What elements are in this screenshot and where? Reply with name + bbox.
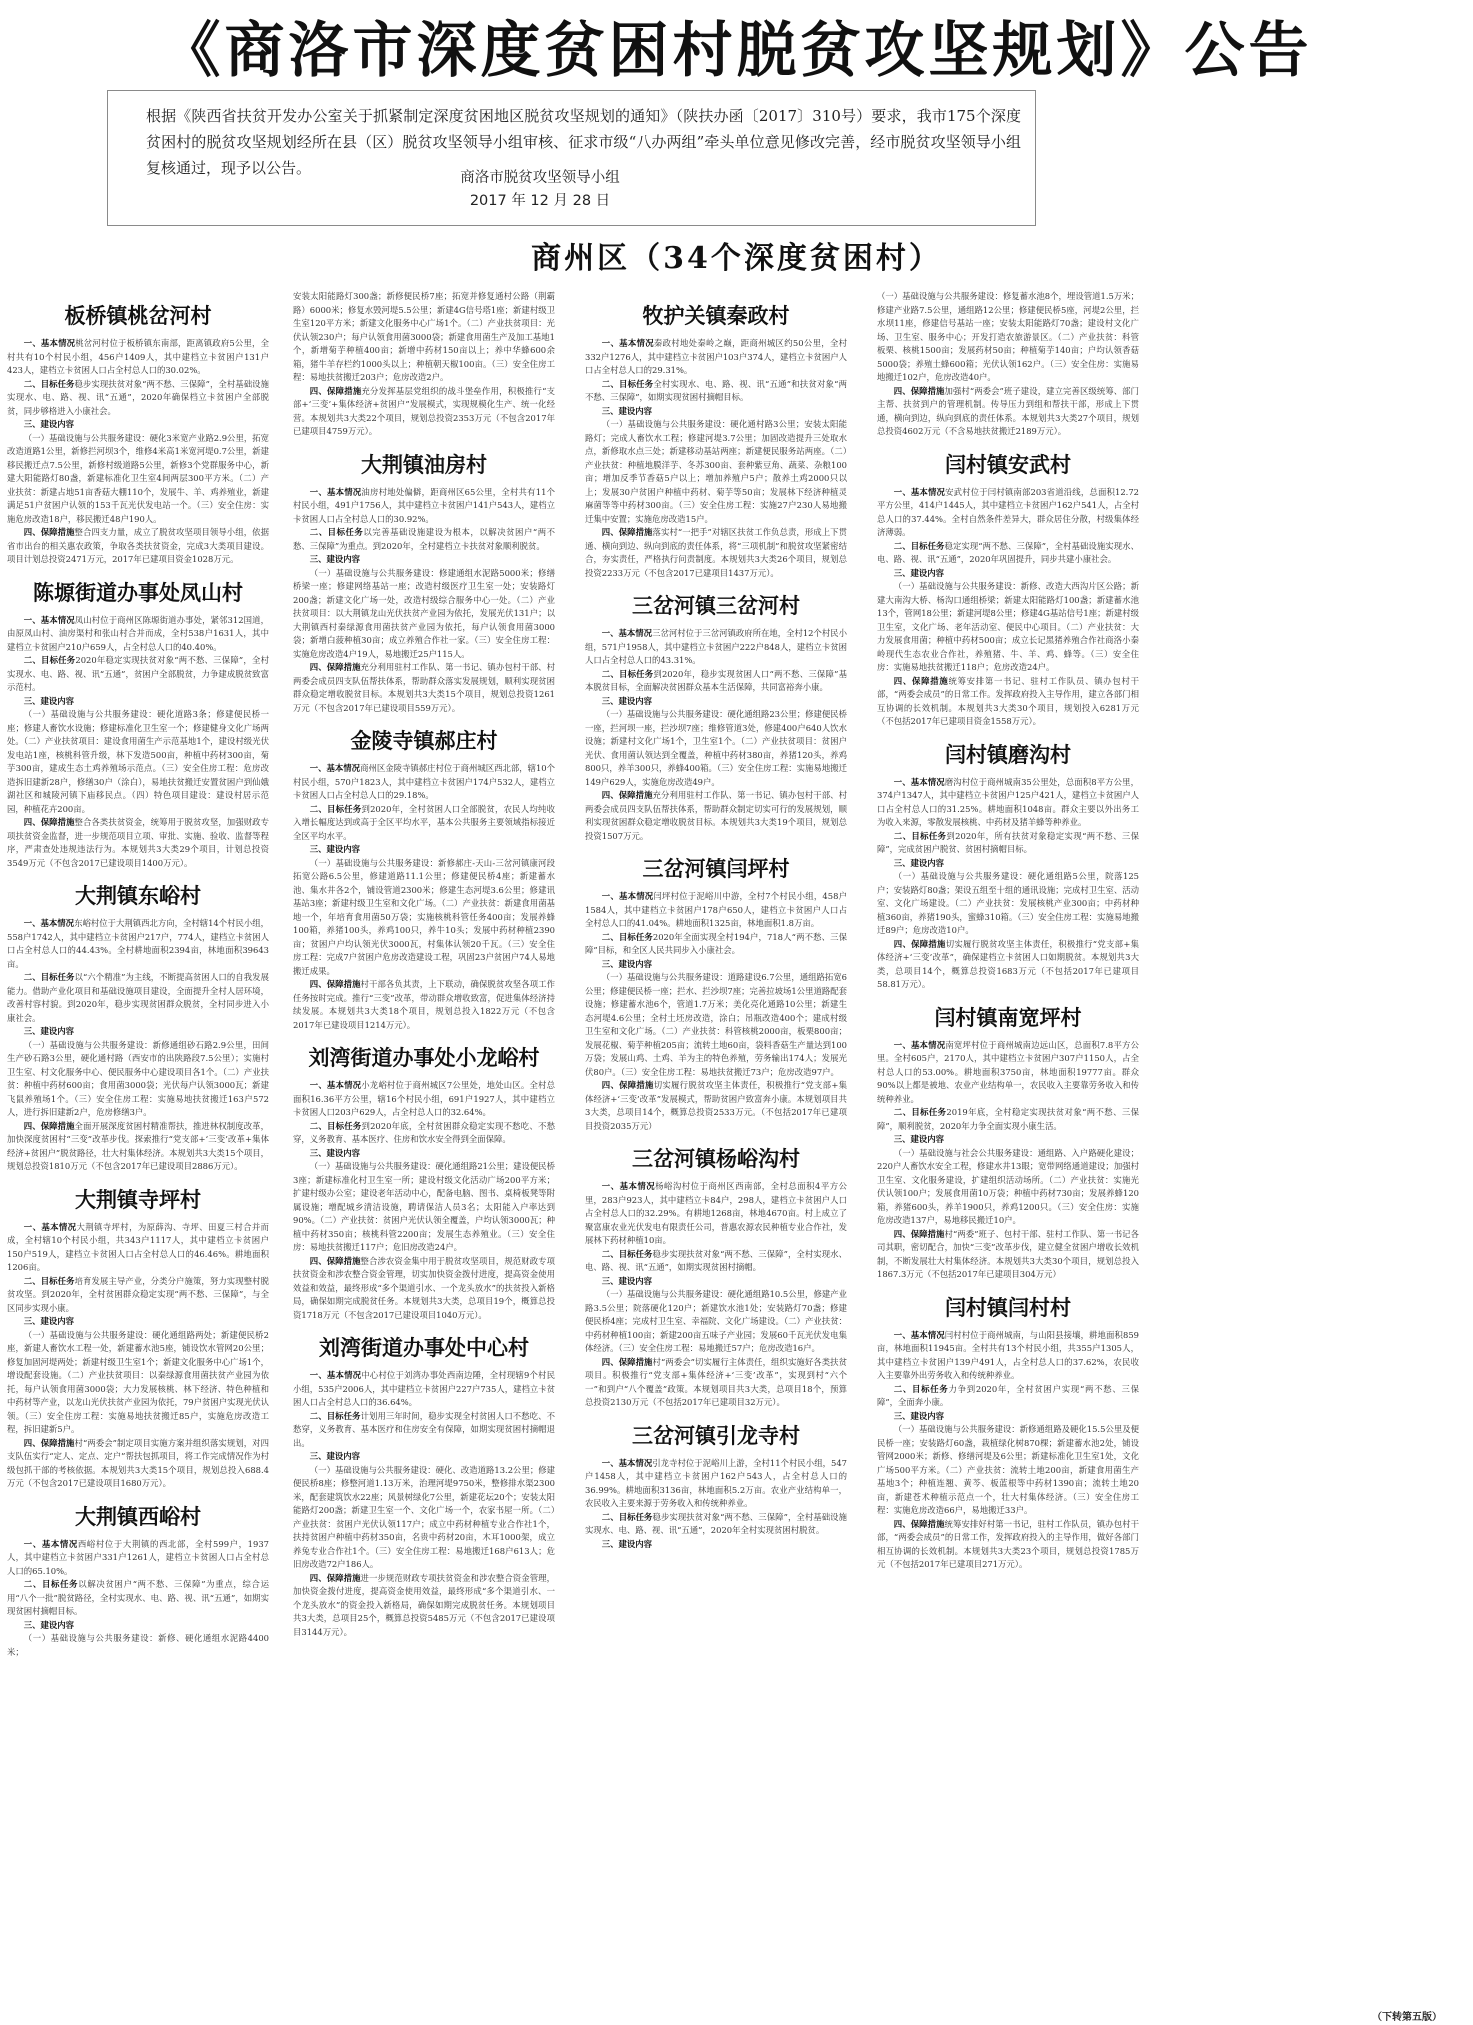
section-paragraph (585, 1079, 847, 1133)
section-paragraph (7, 917, 269, 971)
section-paragraph (7, 614, 269, 655)
village-title: 闫村镇闫村村 (945, 1295, 1071, 1320)
village-article (585, 591, 847, 843)
section-paragraph (7, 654, 269, 695)
paragraph-label: 二、目标任务 (309, 1410, 361, 1421)
content-text: （一）基础设施与公共服务建设：硬化道路3条；修建便民桥一座；修建人畜饮水设施；修建标准化卫生室一个；修建健身文化广场两处。（二）产业扶贫项目：建设食用菌生产示范基地1个，建设村级光伏发电站1座，核桃科管升级，林下发造500亩，种植中药材300亩，菊芋300亩，建成生态土鸡养殖场示范点。（三）安全住房工程：危房改造拆旧建新28户，修缮30户（涂白），易地扶贫搬迁安置贫困户到仙娥湖社区和城陵河镇下庙移民点。（四）特色项目建设：建设村居示范园，种植花卉200亩。 (7, 709, 269, 814)
paragraph-label: 一、基本情况 (601, 338, 654, 348)
village-title: 闫村镇南宽坪村 (934, 1005, 1082, 1030)
content-heading: 三、建设内容 (23, 1316, 75, 1326)
paragraph-label: 二、目标任务 (23, 1275, 75, 1286)
paragraph-text: 整合涉农资金集中用于脱贫攻坚项目，规范财政专项扶贫资金和涉农整合资金管理，切实加快资金拨付进度，提高资金使用效益和效益，最终形成“多个渠道引水、一个龙头放水”的扶贫投入新格局，确保如期完成脱贫任务。本规划共3大类，总项目19个，概算总投资1718万元（不包含2017已建设项目1040万元）。 (293, 1255, 555, 1320)
paragraph-label: 四、保障措施 (309, 662, 361, 672)
content-heading: 三、建设内容 (309, 1451, 361, 1461)
village-title: 大荆镇东峪村 (75, 884, 201, 908)
paragraph-label: 四、保障措施 (309, 979, 361, 989)
paragraph-text: 稳步实现扶贫对象“两不愁、三保障”，全村实现水、电、路、视、讯“五通”，如期实现贫困村摘帽。 (585, 1248, 847, 1272)
content-heading: 三、建设内容 (23, 1619, 75, 1630)
section-paragraph (877, 1329, 1139, 1383)
paragraph-label: 四、保障措施 (893, 675, 949, 686)
village-title: 三岔河镇杨峪沟村 (632, 1147, 800, 1171)
section-paragraph (585, 337, 847, 378)
paragraph-label: 二、目标任务 (601, 378, 654, 389)
village-title: 板桥镇桃岔河村 (64, 304, 212, 328)
section-paragraph (877, 938, 1139, 992)
section-paragraph (293, 1369, 555, 1410)
paragraph-text: 计划用三年时间，稳步实现全村贫困人口不愁吃、不愁穿，义务教育、基本医疗和住房安全有保障，如期实现贫困村摘帽退出。 (293, 1410, 555, 1448)
paragraph-text: 2019年底，全村稳定实现扶贫对象“两不愁、三保障”，顺利脱贫，2020年力争全面实现小康生活。 (877, 1107, 1139, 1131)
paragraph-text: 整合四支力量，成立了脱贫攻坚项目领导小组，依据省市出台的相关惠农政策，争取各类扶贫资金，完成3大类项目建设。项目计划总投资2471万元，2017年已建项目资金1028万元。 (7, 527, 269, 564)
paragraph-text: 南宽坪村位于商州城南边远山区，总面积7.8平方公里。全村605户，2170人，其中建档立卡贫困户307户1150人，占全村总人口的53.00%。耕地面积3750亩，林地面积19777亩。群众90%以上都是被地、农业产业结构单一，农民收入主要靠劳务收入和传统种养业。 (877, 1039, 1139, 1104)
paragraph-text: 村干部各负其责，上下联动，确保脱贫攻坚各项工作任务按时完成。推行“三变”改革，带动群众增收致富，促进集体经济持续发展。本规划共3大类18个项目，规划总投入1822万元（不包含2017年已建设项目1214万元）。 (293, 979, 555, 1030)
section-paragraph (585, 789, 847, 843)
paragraph-label: 二、目标任务 (601, 668, 654, 679)
paragraph-text: 小龙峪村位于商州城区7公里处，地处山区。全村总面积16.36平方公里，辖16个村民小组，691户1927人，其中建档立卡贫困人口203户629人，占全村总人口的32.64%。 (293, 1080, 555, 1117)
paragraph-label: 二、目标任务 (893, 1107, 947, 1117)
section-paragraph (7, 816, 269, 870)
continued-text: 安装太阳能路灯300盏；新修便民桥7座；拓宽并修复通村公路（荆霸路）6000米；修复水毁河堤5.5公里；新建4G信号塔1座；新建村级卫生室120平方米；新建文化服务中心广场1个。（二）产业扶贫项目：光伏认领230户；每户认领食用菌3000袋；新建食用菌生产及加工基地1个，新增菊芋种植400亩；新增中药材150亩以上；养中华蜂600余箱，猪牛羊存栏约1000头以上；种植朝天椒100亩。（三）安全住房工程：易地扶贫搬迁203户；危房改造2户。 (293, 291, 555, 382)
paragraph-label: 四、保障措施 (893, 1518, 945, 1529)
content-text: （一）基础设施与公共服务建设：硬化通组路两处；新建便民桥2座，新建人畜饮水工程一处，新建蓄水池5座，铺设饮水管网20公里；修复加固河堤两处；新建村级卫生室1个；新建文化服务中心广场1个，增设配套设施。（二）产业扶贫项目：以秦绿源食用菌扶贫产业园为依托，每户认领食用菌3000袋；大力发展核桃、林下经济、特色种植和中药材等产业，以龙山光伏扶贫产业园为依托，79户贫困户实现光伏认领。（三）安全住房工程：实施易地扶贫搬迁85户，实施危房改造工程，拆旧建新5户。 (7, 1329, 269, 1434)
paragraph-label: 二、目标任务 (893, 830, 947, 841)
section-paragraph (877, 675, 1139, 729)
paragraph-text: 闫村村位于商州城南，与山阳县接壤，耕地面积859亩，林地面积11945亩。全村共有13个村民小组，共355户1305人，其中建档立卡贫困户139户491人，占全村总人口的37.62%，农民收入主要靠外出劳务收入和传统种养业。 (877, 1329, 1139, 1380)
paragraph-label: 二、目标任务 (893, 540, 945, 551)
paragraph-text: 充分利用驻村工作队、第一书记、镇办包村干部、村两委会成员四支队伍帮扶体系，帮助群众落实发展规划，顺利实现贫困群众稳定增收脱贫目标。本规划共3大类15个项目，规划总投资1261万元（不包含2017年已建设项目559万元）。 (293, 662, 555, 713)
paragraph-text: 油房村地处偏僻，距商州区65公里，全村共有11个村民小组，491户1756人，其中建档立卡贫困户141户543人，建档立卡贫困人口占全村总人口的30.92%。 (293, 486, 555, 524)
notice-text: 根据《陕西省扶贫开发办公室关于抓紧制定深度贫困地区脱贫攻坚规划的通知》（陕扶办函〔2017〕310号）要求，我市175个深度贫困村的脱贫攻坚规划经所在县（区）脱贫攻坚领导小组审核、征求市级“八办两组”牵头单位意见修改完善，经市脱贫攻坚领导小组复核通过，现予以公告。 (146, 107, 1021, 177)
paragraph-text: 力争到2020年，全村贫困户实现“两不愁、三保障”，全面奔小康。 (877, 1383, 1139, 1407)
paragraph-label: 二、目标任务 (309, 527, 364, 537)
village-title: 三岔河镇三岔河村 (632, 594, 800, 618)
paragraph-label: 一、基本情况 (601, 1181, 656, 1191)
village-title: 大荆镇西峪村 (75, 1504, 201, 1529)
village-article (585, 1421, 847, 1552)
paragraph-text: 充分发挥基层党组织的战斗堡垒作用，积极推行“支部+‘三变’+集体经济+贫困户”发展模式，实现规模化生产、统一化经营。本规划共3大类22个项目，规划总投资2353万元（不包含2017年已建项目4759万元）。 (293, 385, 555, 436)
paragraph-text: 统筹安排第一书记、驻村工作队员、镇办包村干部，“两委会成员”的日常工作。发挥政府投入主导作用，建立各部门相互协调的长效机制。本规划共3大类30个项目，规划投入6281万元（不包括2017年已建项目资金1558万元）。 (877, 675, 1139, 726)
content-text: （一）基础设施与公共服务建设：硬化通组路5公里，院落125户；安装路灯80盏；架设五组至十组的通讯设施；完成村卫生室、活动室、文化广场建设。（二）产业扶贫：发展核桃产业300亩；中药材种植360亩，养猪190头，蜜蜂310箱。（三）安全住房工程：实施易地搬迁89户；危房改造10户。 (877, 871, 1139, 935)
paragraph-label: 二、目标任务 (23, 972, 75, 982)
paragraph-text: 西峪村位于大荆镇的西北部，全村599户，1937人，其中建档立卡贫困户331户1261人，建档立卡贫困人口占全村总人口的65.10%。 (7, 1538, 269, 1576)
paragraph-label: 四、保障措施 (309, 385, 362, 396)
content-heading: 三、建设内容 (893, 1410, 945, 1421)
column-4 (877, 290, 1139, 2025)
paragraph-text: 以完善基础设施建设为根本，以解决贫困户“两不愁、三保障”为重点。到2020年，全村建档立卡扶贫对象顺利脱贫。 (293, 527, 555, 551)
paragraph-text: 村“两委”班子、包村干部、驻村工作队、第一书记各司其职，密切配合，加快“三变”改革步伐，建立健全贫困户增收长效机制，不断发展壮大村集体经济。本规划共3大类30个项目，规划总投入1867.3万元（不包括2017年已建项目304万元） (877, 1228, 1139, 1279)
content-heading: 三、建设内容 (893, 567, 945, 578)
paragraph-label: 一、基本情况 (309, 763, 361, 773)
section-paragraph (7, 1120, 269, 1174)
section-paragraph (293, 1079, 555, 1120)
content-heading: 三、建设内容 (601, 1275, 653, 1286)
village-article (293, 450, 555, 716)
paragraph-text: 引龙寺村位于泥峪川上游，全村11个村民小组，547户1458人，其中建档立卡贫困户162户543人，占全村总人口的36.99%。耕地面积3136亩，林地面积5.2万亩。农业产业结构单一，农民收入主要来源于劳务收入和传统种养业。 (585, 1457, 847, 1508)
section-paragraph (7, 526, 269, 567)
paragraph-text: 安武村位于闫村镇南部203省道沿线，总面积12.72平方公里，414户1445人，其中建档立卡贫困户162户541人，占全村总人口的37.44%。全村自然条件差异大，群众居住分散，村级集体经济薄弱。 (877, 486, 1139, 537)
paragraph-label: 四、保障措施 (23, 817, 75, 827)
paragraph-text: 2020年稳定实现扶贫对象“两不愁、三保障”，全村实现水、电、路、视、讯“五通”，贫困户全部脱贫，力争建成脱贫致富示范村。 (7, 655, 269, 692)
village-title: 闫村镇安武村 (945, 452, 1071, 477)
village-title: 大荆镇油房村 (361, 452, 487, 477)
village-title: 刘湾街道办事处中心村 (319, 1336, 529, 1360)
content-heading: 三、建设内容 (893, 857, 945, 868)
paragraph-label: 一、基本情况 (601, 891, 654, 901)
paragraph-label: 一、基本情况 (23, 1221, 77, 1232)
paragraph-label: 一、基本情况 (893, 1329, 945, 1340)
section-paragraph (7, 1221, 269, 1275)
paragraph-text: 杨峪沟村位于商州区西南部，全村总面积4平方公里，283户923人，其中建档立卡84户，298人，建档立卡贫困户人口占全村总人口的32.29%。有耕地1268亩，林地4670亩。村上成立了聚富康农业光伏发电有限责任公司，普惠农源农民种植专业合作社，发展林下药材种植10亩。 (585, 1181, 847, 1245)
column-5 (1167, 290, 1443, 2025)
content-text: （一）基础设施与公共服务建设：修建通组水泥路5000米；修缮桥梁一座；修建网络基站一座；改造村级医疗卫生室一处；安装路灯200盏；新建文化广场一处，改造村级综合服务中心一处。（二）产业扶贫项目：以大荆镇龙山光伏扶贫产业园为依托，发展光伏131户；以大荆镇西村秦绿源食用菌扶贫产业园为依托，每户认领食用菌3000袋；新增白菠种植30亩；成立养殖合作社一家。（三）安全住房工程：实施危房改造4户19人，易地搬迁25户115人。 (293, 567, 555, 659)
paragraph-label: 一、基本情况 (893, 486, 946, 497)
content-heading: 三、建设内容 (23, 1026, 75, 1036)
section-paragraph (877, 1518, 1139, 1572)
village-article (7, 1502, 269, 1660)
paragraph-text: 2020年全面实现全村194户，718人“两不愁、三保障”目标，和全区人民共同步入小康社会。 (585, 931, 847, 955)
paragraph-text: 村“两委会”切实履行主体责任，组织实施好各类扶贫项目。积极推行“党支部+集体经济+‘三变’改革”，实现到村“六个一”和到户“八个覆盖”政策。本规划项目共3大类，总项目18个，预算总投资2130万元（不包括2017年已建项目32万元）。 (585, 1356, 847, 1407)
paragraph-label: 四、保障措施 (23, 527, 75, 537)
content-text: （一）基础设施与公共服务建设：硬化、改造道路13.2公里；修建便民桥8座；修整河道1.13万米，治理河堤9750米，整修排水渠2300米，配套建筑饮水22座；风景树绿化7公里，新建花坛20个；安装太阳能路灯200盏；新建卫生室一个、文化广场一个，农家书屋一所。（二）产业扶贫：贫困户光伏认领117户；成立中药材种植专业合作社1个，扶持贫困户种植中药材350亩，名贵中药材20亩，木耳1000架，成立养兔专业合作社1个。（三）安全住房工程：易地搬迁168户613人；危旧房改造72户186人。 (293, 1464, 555, 1569)
content-text: （一）基础设施与公共服务建设：新修、改造大西沟片区公路；新建大南沟大桥、杨沟口通组桥梁；新建太阳能路灯100盏；新建蓄水池13个，管网18公里；新建河堤8公里；修建4G基站信号1座；新建村级卫生室，文化广场、老年活动室、便民中心项目。（二）产业扶贫：大力发展食用菌；种植中药材500亩；成立长记黑猪养殖合作社商洛小秦岭现代生态农业合作社，养殖猪、牛、羊、鸡、蜂等。（三）安全住房：实施易地扶贫搬迁118户；危房改造24户。 (877, 581, 1139, 672)
paragraph-text: 闫坪村位于泥峪川中游，全村7个村民小组，458户1584人，其中建档立卡贫困户178户650人，建档立卡贫困户人口占全村总人口的41.04%。耕地面积1325亩，林地面积1.8万亩。 (585, 891, 847, 928)
section-paragraph (293, 978, 555, 1032)
village-title: 大荆镇寺坪村 (75, 1187, 201, 1212)
column-2 (293, 290, 555, 2025)
section-paragraph (7, 971, 269, 1025)
paragraph-label: 二、目标任务 (601, 1248, 653, 1259)
paragraph-text: 三岔河村位于三岔河镇政府所在地，全村12个村民小组，571户1958人，其中建档立卡贫困户222户848人，建档立卡贫困人口占全村总人口的43.31%。 (585, 628, 847, 665)
paragraph-label: 二、目标任务 (23, 655, 76, 665)
paragraph-label: 四、保障措施 (23, 1437, 75, 1448)
content-heading: 三、建设内容 (23, 695, 75, 706)
section-paragraph (293, 486, 555, 527)
village-article (877, 450, 1139, 729)
content-heading: 三、建设内容 (601, 405, 653, 416)
section-paragraph (877, 1383, 1139, 1410)
section-paragraph (877, 776, 1139, 830)
section-paragraph (877, 486, 1139, 540)
section-paragraph (7, 1538, 269, 1579)
section-paragraph (585, 1457, 847, 1511)
paragraph-label: 二、目标任务 (309, 1120, 362, 1131)
village-article (877, 1003, 1139, 1282)
continued-text: （一）基础设施与公共服务建设：修复蓄水池8个，埋设管道1.5万米；修建产业路7.5公里，通组路12公里；修建便民桥5座，河堤2公里，拦水坝11座，修建信号基站一座；安装太阳能路灯70盏；建设村文化广场、卫生室、服务中心；开发打造农旅游景区。（二）产业扶贫：科管板栗、核桃1500亩；发展药材50亩；种植菊芋140亩；户均认领香菇5000袋；养殖土蜂600箱；光伏认领162户。（三）安全住房：实施易地搬迁102户，危房改造40户。 (877, 291, 1139, 382)
paragraph-text: 以解决贫困户“两不愁、三保障”为重点，综合运用“八个一批”脱贫路径，全村实现水、电、路、视、讯“五通”，如期实现贫困村摘帽目标。 (7, 1579, 269, 1616)
section-paragraph (7, 337, 269, 378)
section-paragraph (293, 762, 555, 803)
paragraph-label: 四、保障措施 (893, 1228, 945, 1239)
section-paragraph (293, 1120, 555, 1147)
paragraph-label: 一、基本情况 (309, 1370, 362, 1380)
content-text: （一）基础设施与公共服务建设：硬化3米宽产业路2.9公里，拓宽改造道路1公里，新修拦河坝3个，维修4米高1米宽河堤0.7公里，新建移民搬迁点7.5公里，新修村级道路5公里，新修3个党群服务中心，新建大阳能路灯80盏，新建标准化卫生室4间两层300平方米。（二）产业扶贫：新建占地51亩香菇大棚110个，发展牛、羊、鸡养殖业，新建满足51户贫困户认领的153千瓦光伏发电站一个。（三）安全住房：实施危房改造18户，移民搬迁48户190人。 (7, 432, 269, 524)
paragraph-text: 充分利用驻村工作队、第一书记、镇办包村干部、村两委会成员四支队伍帮扶体系，帮助群众制定切实可行的发展规划，顺利实现贫困群众稳定增收脱贫目标。本规划共3大类19个项目，规划总投资1507万元。 (585, 790, 847, 841)
content-text: （一）基础设施与公共服务建设：新修郝庄-天山-三岔河镇康河段拓宽公路6.5公里，修建道路11.1公里；修建便民桥4座；新建蓄水池、集水井各2个，铺设管道2300米；修建生态河堤3.6公里；修建讯基站3座；新建村级卫生室和文化广场。（二）产业扶贫：新建食用菌基地一个，年培育食用菌50万袋；实施核桃科管任务400亩；发展养蜂100箱，养猪100头，养鸡100只，养牛10头；发展中药材种植2390亩；贫困户户均认领光伏3000瓦，村集体认领20千瓦。（三）安全住房工程：完成7户贫困户危房改造建设工程，巩固23户贫困户74人易地搬迁成果。 (293, 857, 555, 976)
content-heading: 三、建设内容 (309, 554, 361, 564)
continued-note: （下转第五版） (1372, 2012, 1442, 2023)
paragraph-label: 一、基本情况 (309, 1080, 362, 1090)
paragraph-text: 稳步实现扶贫对象“两不愁、三保障”，全村基础设施实现水、电、路、视、讯“五通”，2020年全村实现贫困村脱贫。 (585, 1511, 847, 1535)
village-article (7, 578, 269, 871)
section-paragraph (877, 385, 1139, 439)
village-article (293, 1043, 555, 1322)
paragraph-text: 统筹安排好村第一书记，驻村工作队员，镇办包村干部，“两委会成员”的日常工作，发挥政府投入的主导作用，做好各部门相互协调的长效机制。本规划共3大类23个项目，规划总投资1785万元（不包括2017年已建项目271万元）。 (877, 1518, 1139, 1569)
paragraph-label: 四、保障措施 (309, 1255, 361, 1266)
section-paragraph (7, 1275, 269, 1316)
village-article (7, 1185, 269, 1491)
village-article (585, 1144, 847, 1410)
content-heading: 三、建设内容 (601, 958, 653, 969)
section-paragraph (7, 1578, 269, 1619)
content-text: （一）基础设施与公共服务建设：新修、硬化通组水泥路4400米； (7, 1633, 269, 1657)
paragraph-text: 落实村“一把手”对辖区扶贫工作负总责，形成上下贯通、横向到边、纵向到底的责任体系，将“三项机制”和脱贫攻坚紧密结合，夯实责任，严格执行问责制度。本规划共3大类26个项目，规划总投资2233万元（不包含2017已建项目1437万元）。 (585, 527, 847, 578)
content-heading: 三、建设内容 (893, 1134, 945, 1144)
paragraph-text: 到2020年底，全村贫困群众稳定实现不愁吃、不愁穿，义务教育、基本医疗、住房和饮水安全得到全面保障。 (293, 1120, 555, 1144)
section-paragraph (293, 1255, 555, 1323)
paragraph-text: 商州区金陵寺镇郝庄村位于商州城区西北部，辖10个村民小组，570户1823人，其中建档立卡贫困户174户532人，建档立卡贫困人口占全村总人口的29.18%。 (293, 763, 555, 800)
paragraph-label: 四、保障措施 (893, 938, 946, 949)
paragraph-text: 培育发展主导产业，分类分户施策，努力实现整村脱贫攻坚。到2020年，全村贫困群众稳定实现“两不愁、三保障”，与全区同步实现小康。 (7, 1275, 269, 1313)
paragraph-text: 大荆镇寺坪村，为原薛沟、寺坪、田夏三村合并而成，全村辖10个村民小组，共343户1117人，其中建档立卡贫困户150户519人，建档立卡贫困人口占全村总人口的46.46%。耕地面积1206亩。 (7, 1221, 269, 1272)
paragraph-text: 加强村“两委会”班子建设，建立完善区级统筹、部门主帮、扶贫到户的管理机制。传导压力到组和帮扶干部，形成上下贯通，横向到边，纵向到底的责任体系。本规划共3大类27个项目，规划总投资4602万元（不含易地扶贫搬迁2189万元）。 (877, 385, 1139, 436)
content-text: （一）基础设施与公共服务建设：硬化通村路3公里；安装太阳能路灯；完成人畜饮水工程；修建河堤3.7公里；加固改造提升三处取水点，新修取水点三处；新建移动基站两座；新建便民服务站两座。（二）产业扶贫：种植地膜洋芋、冬苏300亩、套种紫豆角、蔬菜、杂粮100亩；增加反季节香菇5户以上；增加养殖户5户；散养土鸡2000只以上；发展30户贫困户种植中药材、菊芋等50亩；发展林下经济种植灵麻菌等等中药材300亩。（三）安全住房工程：实施27户230人易地搬迁集中安置；实施危房改造15户。 (585, 419, 847, 524)
village-article (877, 740, 1139, 992)
section-paragraph (293, 526, 555, 553)
paragraph-text: 稳定实现“两不愁、三保障”，全村基础设施实现水、电、路、视、讯“五通”，2020年巩固提升，同步共建小康社会。 (877, 540, 1139, 564)
paragraph-label: 一、基本情况 (309, 486, 362, 497)
paragraph-label: 四、保障措施 (601, 1080, 654, 1090)
paragraph-label: 一、基本情况 (893, 1039, 946, 1050)
paragraph-label: 二、目标任务 (601, 1511, 653, 1522)
paragraph-label: 一、基本情况 (893, 776, 945, 787)
section-paragraph (293, 1410, 555, 1451)
paragraph-text: 到2020年，全村贫困人口全部脱贫，农民人均纯收入增长幅度达到或高于全区平均水平，基本公共服务主要领域指标接近全区平均水平。 (293, 803, 555, 841)
paragraph-text: 中心村位于刘湾办事处西南边陲，全村现辖9个村民小组，535户2006人，其中建档立卡贫困户227户735人，建档立卡贫困人口占全村总人口的36.64%。 (293, 1370, 555, 1407)
page-title: 《商洛市深度贫困村脱贫攻坚规划》公告 (160, 16, 1313, 86)
district-heading: 商州区（34个深度贫困村） (531, 241, 942, 276)
paragraph-text: 磨沟村位于商州城南35公里处，总面积8平方公里，374户1347人，其中建档立卡贫困户125户421人，建档立卡贫困户人口占全村总人口的31.25%。耕地面积1048亩。群众主要以外出务工为收入来源，零散发展核桃、中药材及猪羊蜂等种养业。 (877, 776, 1139, 827)
paragraph-label: 四、保障措施 (23, 1120, 75, 1131)
paragraph-text: 秦政村地处秦岭之巅，距商州城区约50公里，全村332户1276人，其中建档立卡贫困户103户374人，建档立卡贫困户人口占全村总人口的29.31%。 (585, 338, 847, 375)
section-paragraph (585, 1356, 847, 1410)
section-paragraph (585, 627, 847, 668)
paragraph-label: 二、目标任务 (23, 378, 75, 389)
paragraph-label: 四、保障措施 (893, 385, 945, 396)
village-title: 闫村镇磨沟村 (945, 742, 1071, 767)
paragraph-text: 切实履行脱贫攻坚主体责任，积极推行“党支部+集体经济+‘三变’改革”发展模式，帮助贫困户致富奔小康。本规划项目共3大类，总项目14个，概算总投资2533万元。（不包括2017年已建项目投资2035万元） (585, 1080, 847, 1131)
column-1 (7, 290, 269, 2025)
section-paragraph (585, 1248, 847, 1275)
paragraph-label: 四、保障措施 (601, 790, 653, 800)
paragraph-text: 到2020年，稳步实现贫困人口“两不愁、三保障”基本脱贫目标，全面解决贫困群众基本生活保障，共同富裕奔小康。 (585, 668, 847, 692)
section-paragraph (7, 1437, 269, 1491)
section-paragraph (585, 1180, 847, 1248)
section-paragraph (293, 1572, 555, 1640)
section-paragraph (585, 526, 847, 580)
paragraph-label: 一、基本情况 (23, 918, 75, 928)
section-paragraph (293, 803, 555, 844)
column-3 (585, 290, 847, 2025)
section-paragraph (877, 1039, 1139, 1107)
village-article (877, 1293, 1139, 1572)
paragraph-text: 全村实现水、电、路、视、讯“五通”和扶贫对象“两不愁、三保障”，如期实现贫困村摘帽目标。 (585, 378, 847, 402)
village-title: 刘湾街道办事处小龙峪村 (308, 1046, 540, 1070)
village-title: 牧护关镇秦政村 (642, 304, 790, 328)
paragraph-label: 一、基本情况 (23, 338, 76, 348)
paragraph-label: 二、目标任务 (601, 931, 653, 942)
village-article (7, 881, 269, 1174)
paragraph-text: 全面开展深度贫困村精准帮扶，推进林权制度改革，加快深度贫困村“三变”改革步伐。探索推行“党支部+‘三变’改革+集体经济+贫困户”脱贫路径，壮大村集体经济。本规划共3大类15个项目，规划总投资1810万元（不包含2017年已建设项目2886万元）。 (7, 1120, 269, 1171)
notice-org: 商洛市脱贫攻坚领导小组 (460, 170, 620, 186)
village-article (293, 726, 555, 1032)
section-paragraph (585, 890, 847, 931)
content-text: （一）基础设施与公共服务建设：新修通组砂石路2.9公里，田间生产砂石路3公里，硬化通村路（西安市的出陕路段7.5公里）；实施村卫生室、村文化服务中心、便民服务中心建设项目各1个。（二）产业扶贫：种植中药材600亩；食用菌3000袋；光伏每户认领3000瓦；新建飞鼠养殖场1个。（三）安全住房工程：实施易地扶贫搬迁163户572人，进行拆旧建新2户，危房修缮3户。 (7, 1039, 269, 1117)
paragraph-text: 到2020年，所有扶贫对象稳定实现“两不愁、三保障”，完成贫困户脱贫、贫困村摘帽目标。 (877, 830, 1139, 854)
paragraph-label: 一、基本情况 (601, 628, 653, 638)
paragraph-text: 稳步实现扶贫对象“两不愁、三保障”，全村基础设施实现水、电、路、视、讯“五通”，2020年确保档立卡贫困户全部脱贫，同步够格进入小康社会。 (7, 378, 269, 416)
content-heading: 三、建设内容 (23, 419, 75, 429)
section-paragraph (585, 931, 847, 958)
paragraph-label: 二、目标任务 (309, 803, 362, 814)
village-article (293, 1333, 555, 1639)
paragraph-text: 东峪村位于大荆镇西北方向，全村辖14个村民小组，558户1742人，其中建档立卡贫困户217户，774人，建档立卡贫困人口占全村总人口的44.43%。全村耕地面积2394亩，林地面积39643亩。 (7, 918, 269, 969)
section-paragraph (877, 830, 1139, 857)
paragraph-label: 一、基本情况 (601, 1457, 653, 1468)
section-paragraph (585, 1511, 847, 1538)
content-heading: 三、建设内容 (309, 844, 361, 854)
section-paragraph (877, 1106, 1139, 1133)
paragraph-text: 切实履行脱贫攻坚主体责任，积极推行“党支部+集体经济+‘三变’改革”，确保建档立卡贫困人口如期脱贫。本规划共3大类，总项目14个，概算总投资1683万元（不包括2017年已建项目58.81万元）。 (877, 938, 1139, 989)
village-title: 陈塬街道办事处凤山村 (33, 580, 243, 605)
paragraph-text: 以“六个精准”为主线，不断提高贫困人口的自我发展能力。借助产业化项目和基础设施项目建设，全面提升全村人居环境，改善村容村貌。到2020年，稳步实现贫困群众脱贫，全村同步进入小康社会。 (7, 972, 269, 1023)
section-paragraph (293, 385, 555, 439)
village-article (7, 301, 269, 567)
content-text: （一）基础设施与公共服务建设：新修通组路及硬化15.5公里及便民桥一座；安装路灯60盏，栽植绿化树870棵；新建蓄水池2处，铺设管网2000米；新修、修缮河堤及6公里；新建标准化卫生室1处，文化广场500平方米。（二）产业扶贫：流转土地200亩，新建食用菌生产基地3个；种植连翘、黄芩、板蓝根等中药材1390亩；流转土地20亩，新建苍术种植示范点一个，壮大村集体经济。（三）安全住房工程：实施危房改造66户，易地搬迁33户。 (877, 1424, 1139, 1515)
content-heading: 三、建设内容 (601, 695, 653, 706)
paragraph-label: 四、保障措施 (601, 1356, 653, 1367)
village-article (877, 290, 1139, 439)
section-paragraph (293, 661, 555, 715)
village-article (585, 301, 847, 580)
content-text: （一）基础设施与公共服务建设：硬化通组路21公里；建设便民桥3座；新建标准化村卫生室一所；建设村级文化活动广场200平方米；扩建村级办公室；建设老年活动中心，配备电脑、图书、桌椅板凳等附属设施；增配城乡清洁设施，聘请保洁人员3名；太阳能入户率达到90%。（二）产业扶贫：贫困户光伏认领全覆盖，户均认领3000瓦；种植中药材350亩；核桃科管2200亩；发展生态养殖业。（三）安全住房：易地扶贫搬迁117户；危旧房改造24户。 (293, 1161, 555, 1252)
content-heading: 三、建设内容 (309, 1147, 361, 1158)
village-article (293, 290, 555, 439)
village-title: 金陵寺镇郝庄村 (350, 729, 498, 753)
paragraph-label: 四、保障措施 (309, 1572, 361, 1583)
paragraph-text: 凤山村位于商州区陈塬街道办事处，紧邻312国道，由原凤山村、油房渠村和张山村合并而成，全村538户1631人，其中建档立卡贫困户210户659人，占全村总人口的40.40%。 (7, 614, 269, 652)
paragraph-text: 桃岔河村位于板桥镇东南部，距离镇政府5公里，全村共有10个村民小组，456户1409人，其中建档立卡贫困户131户423人，建档立卡贫困人口占全村总人口的30.02%。 (7, 338, 269, 375)
paragraph-label: 一、基本情况 (23, 614, 75, 625)
content-heading: 三、建设内容 (601, 1538, 653, 1549)
notice-date: 2017 年 12 月 28 日 (469, 193, 611, 209)
section-paragraph (585, 378, 847, 405)
article-columns (0, 290, 1473, 2025)
content-text: （一）基础设施与公共服务建设：道路建设6.7公里，通组路拓宽6公里；修建便民桥一座；拦水、拦沙坝7座；完善拉坡场1公里道路配套设施；修建蓄水池6个，管道1.7万米；美化亮化通路10公里；新建生态河堤4.6公里；全村土坯房改造，涂白；吊瓶改造400个；建成村级卫生室和文化广场。（二）产业扶贫：科管核桃2000亩，板栗800亩；发展花椒、菊芋种植205亩；流转土地60亩，袋料香菇生产量达到100万袋；发展山鸡、土鸡、羊为主的特色养殖，劳务输出174人；发展光伏80户。（三）安全住房工程：易地扶贫搬迁73户；危房改造97户。 (585, 972, 847, 1077)
paragraph-text: 村“两委会”制定项目实施方案并组织落实规划，对四支队伍实行“定人、定点、定户”帮扶包抓项目，将工作完成情况作为村级包抓干部的考核依据。本规划共3大类15个项目，规划总投入688.4万元（不包含2017已建设项目1680万元）。 (7, 1437, 269, 1488)
section-paragraph (7, 378, 269, 419)
section-paragraph (877, 1228, 1139, 1282)
paragraph-text: 整合各类扶贫资金，统筹用于脱贫攻坚，加强财政专项扶贫资金监督，进一步规范项目立项、审批、实施、验收、监督等程序，严肃查处违规违法行为。本规划共3大类29个项目，计划总投资3549万元（不包含2017已建设项目1400万元）。 (7, 817, 269, 868)
village-article (585, 854, 847, 1133)
village-title: 三岔河镇闫坪村 (642, 857, 790, 881)
paragraph-text: 进一步规范财政专项扶贫资金和涉农整合资金管理，加快资金拨付进度，提高资金使用效益，最终形成“多个渠道引水、一个龙头放水”的资金投入新格局，确保如期完成脱贫任务。本规划项目共3大类，总项目25个，概算总投资5485万元（不包含2017已建设项目3144万元）。 (293, 1572, 555, 1637)
content-text: （一）基础设施与社会公共服务建设：通组路、入户路硬化建设；220户人畜饮水安全工程，修建水井13眼；宽带网络通道建设；加强村卫生室、文化服务建设，扩建组织活动场所。（二）产业扶贫：实施光伏认领100户；发展食用菌10万袋；种植中药材730亩；发展养蜂120箱，养猪600头，养羊1900只，养鸡1200只。（三）安全住房：实施危房改造137户，易地移民搬迁10户。 (877, 1147, 1139, 1225)
content-text: （一）基础设施与公共服务建设：硬化通组路23公里；修建便民桥一座，拦河坝一座，拦沙坝7座；维修管道3处，修建400户640人饮水设施；新建村文化广场1个，卫生室1个。（二）产业扶贫项目：贫困户光伏、食用菌认领达到全覆盖，种植中药材380亩，养猪120头，养鸡800只，养羊300只，养蜂400箱。（三）安全住房工程：实施易地搬迁149户629人，实施危房改造49户。 (585, 709, 847, 787)
section-paragraph (877, 540, 1139, 567)
village-title: 三岔河镇引龙寺村 (632, 1423, 800, 1448)
paragraph-label: 一、基本情况 (23, 1538, 78, 1549)
paragraph-label: 二、目标任务 (23, 1579, 79, 1589)
paragraph-label: 四、保障措施 (601, 527, 653, 537)
content-text: （一）基础设施与公共服务建设：硬化通组路10.5公里，修建产业路3.5公里；院落硬化120户；新建饮水池1处；安装路灯70盏；修建便民桥4座；完成村卫生室、幸福院、文化广场建设。（二）产业扶贫：中药材种植100亩；新建200亩五味子产业园；发展60千瓦光伏发电集体经济。（三）安全住房工程：易地搬迁57户；危房改造16户。 (585, 1289, 847, 1353)
section-paragraph (585, 668, 847, 695)
paragraph-label: 二、目标任务 (893, 1383, 949, 1394)
